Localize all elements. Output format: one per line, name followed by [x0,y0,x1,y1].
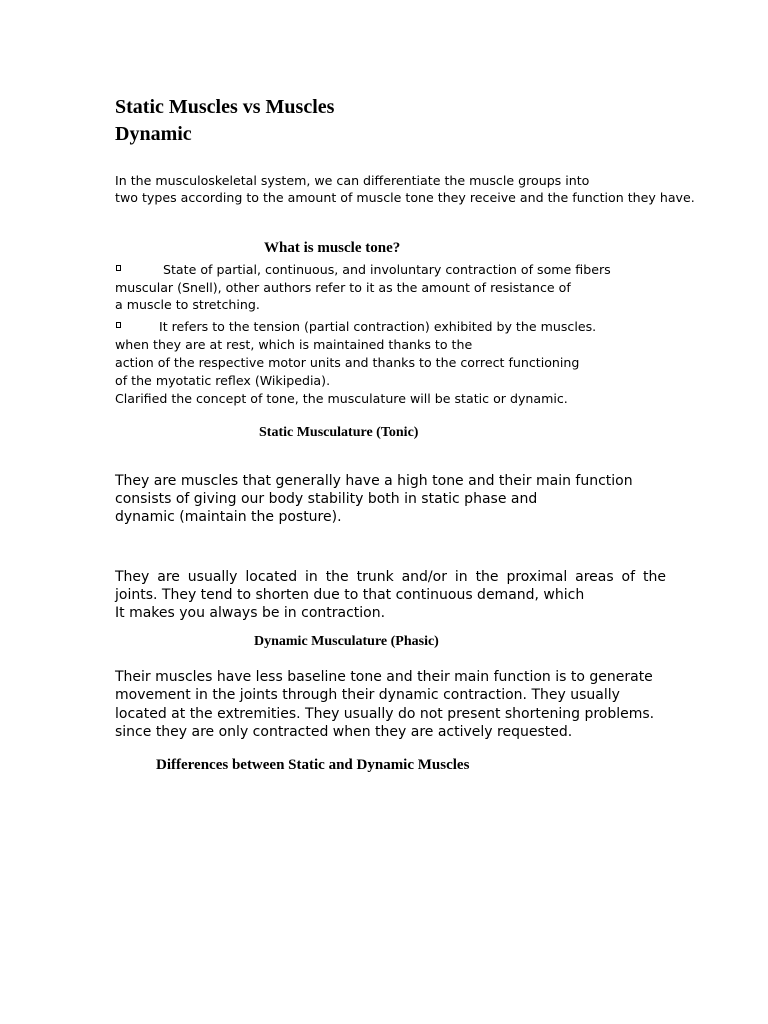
justified-word: the [642,569,666,585]
document-title-line-1: Static Muscles vs Muscles [115,96,335,118]
section-heading-differences: Differences between Static and Dynamic Muscles [156,757,470,773]
bullet-2-line-1: It refers to the tension (partial contraction) exhibited by the muscles. [159,319,597,334]
justified-word: are [157,569,180,585]
dynamic-para-line-1: Their muscles have less baseline tone and their main function is to generate [115,669,653,685]
static-para-1-line-2: consists of giving our body stability both in static phase and [115,491,538,507]
bullet-1-line-3: a muscle to stretching. [115,297,260,312]
bullet-2-line-3: action of the respective motor units and thanks to the correct functioning [115,355,580,370]
justified-word: the [325,569,349,585]
dynamic-para-line-4: since they are only contracted when they are actively requested. [115,724,573,740]
box-bullet-icon [116,265,121,271]
static-para-2-line-1 [115,568,666,586]
justified-word: of [621,569,636,585]
bullet-2-line-2: when they are at rest, which is maintained thanks to the [115,337,473,352]
justified-word: located [245,569,298,585]
bullet-2-line-4: of the myotatic reflex (Wikipedia). [115,373,331,388]
justified-word: usually [187,569,238,585]
justified-word: They [115,569,150,585]
justified-word: the [475,569,499,585]
static-para-2-line-3: It makes you always be in contraction. [115,605,386,621]
static-para-1-line-3: dynamic (maintain the posture). [115,509,342,525]
bullet-1-line-1: State of partial, continuous, and involuntary contraction of some fibers [163,262,611,277]
tone-conclusion: Clarified the concept of tone, the musculature will be static or dynamic. [115,391,568,406]
intro-line-1: In the musculoskeletal system, we can differentiate the muscle groups into [115,173,590,188]
section-heading-dynamic: Dynamic Musculature (Phasic) [254,634,439,649]
justified-word: trunk [356,569,394,585]
box-bullet-icon [116,322,121,328]
justified-word: in [305,569,318,585]
justified-word: in [454,569,468,585]
dynamic-para-line-2: movement in the joints through their dynamic contraction. They usually [115,687,620,703]
document-title-line-2: Dynamic [115,123,192,145]
static-para-1-line-1: They are muscles that generally have a high tone and their main function [115,473,633,489]
section-heading-muscle-tone: What is muscle tone? [264,240,401,256]
intro-line-2: two types according to the amount of muscle tone they receive and the function they have. [115,190,695,205]
dynamic-para-line-3: located at the extremities. They usually do not present shortening problems. [115,706,655,722]
justified-word: areas [575,569,614,585]
static-para-2-line-2: joints. They tend to shorten due to that continuous demand, which [115,587,585,603]
justified-word: proximal [506,569,568,585]
section-heading-static: Static Musculature (Tonic) [259,425,419,440]
bullet-1-line-2: muscular (Snell), other authors refer to it as the amount of resistance of [115,280,571,295]
justified-word: and/or [401,569,447,585]
